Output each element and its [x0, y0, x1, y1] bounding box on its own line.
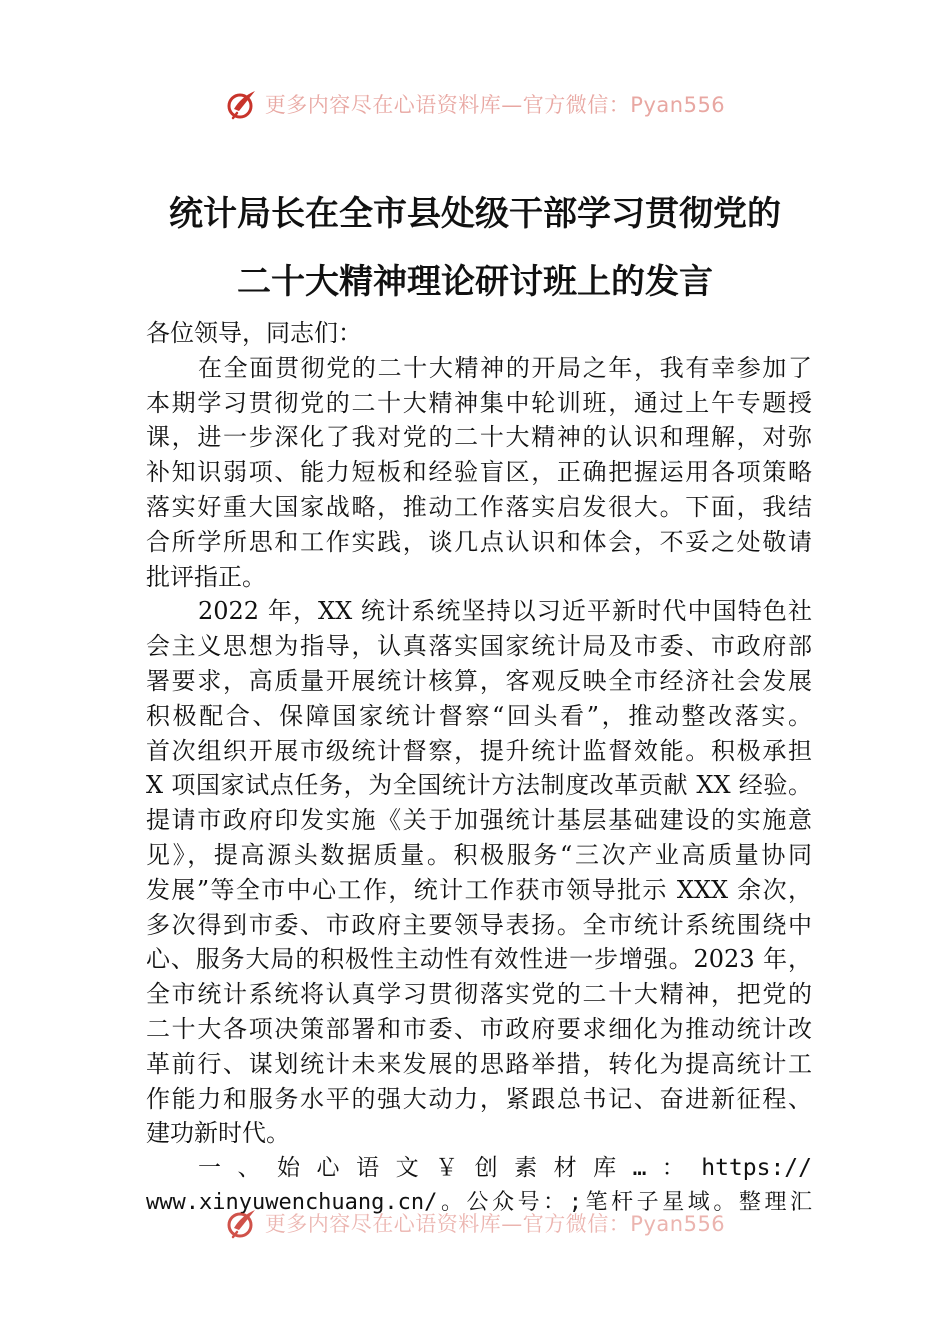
- paragraph-line: 全市统计系统将认真学习贯彻落实党的二十大精神，把党的: [146, 980, 812, 1009]
- paragraph-line: 革前行、谋划统计未来发展的思路举措，转化为提高统计工: [146, 1049, 812, 1078]
- quill-logo-icon: [225, 1206, 259, 1240]
- quill-logo-icon: [225, 87, 259, 121]
- paragraph-line: 见》，提高源头数据质量。积极服务“三次产业高质量协同: [146, 840, 812, 869]
- paragraph-line: 本期学习贯彻党的二十大精神集中轮训班，通过上午专题授: [146, 388, 812, 417]
- paragraph-line: 批评指正。: [146, 562, 266, 591]
- document-title-line-2: 二十大精神理论研讨班上的发言: [237, 262, 713, 302]
- section-heading-line: 一 、 始 心 语 文 ￥ 创 素 材 库 … ： https://: [198, 1155, 812, 1182]
- paragraph-line: 在全面贯彻党的二十大精神的开局之年，我有幸参加了: [198, 353, 812, 382]
- paragraph-line: 署要求，高质量开展统计核算，客观反映全市经济社会发展: [146, 666, 812, 695]
- paragraph-line: 首次组织开展市级统计督察，提升统计监督效能。积极承担: [146, 736, 812, 765]
- salutation: 各位领导，同志们：: [146, 319, 362, 347]
- watermark-header: [0, 84, 950, 124]
- paragraph-line: 二十大各项决策部署和市委、市政府要求细化为推动统计改: [146, 1014, 812, 1043]
- document-body: [146, 316, 812, 1221]
- watermark-text: 更多内容尽在心语资料库—官方微信：Pyan556: [264, 1212, 726, 1236]
- paragraph-line: 2022 年，XX 统计系统坚持以习近平新时代中国特色社: [198, 597, 812, 626]
- paragraph-line: 课，进一步深化了我对党的二十大精神的认识和理解，对弥: [146, 423, 812, 452]
- paragraph-line: 多次得到市委、市政府主要领导表扬。全市统计系统围绕中: [146, 910, 812, 939]
- watermark-text: 更多内容尽在心语资料库—官方微信：Pyan556: [264, 93, 726, 117]
- paragraph-line: 落实好重大国家战略，推动工作落实启发很大。下面，我结: [146, 492, 812, 521]
- paragraph-line: www.xinyuwenchuang.cn/。公众号：;笔杆子星域。整理汇: [146, 1189, 812, 1215]
- watermark-footer: [0, 1205, 950, 1241]
- paragraph-line: 发展”等全市中心工作，统计工作获市领导批示 XXX 余次，: [146, 875, 812, 904]
- paragraph-line: 作能力和服务水平的强大动力，紧跟总书记、奋进新征程、: [146, 1084, 812, 1113]
- paragraph-line: 积极配合、保障国家统计督察“回头看”，推动整改落实。: [146, 701, 812, 730]
- paragraph-line: 建功新时代。: [146, 1119, 290, 1148]
- paragraph-line: 合所学所思和工作实践，谈几点认识和体会，不妥之处敬请: [146, 527, 812, 556]
- paragraph-line: 会主义思想为指导，认真落实国家统计局及市委、市政府部: [146, 632, 812, 661]
- paragraph-line: 提请市政府印发实施《关于加强统计基层基础建设的实施意: [146, 806, 812, 835]
- paragraph-line: 补知识弱项、能力短板和经验盲区，正确把握运用各项策略: [146, 458, 812, 487]
- document-title-line-1: 统计局长在全市县处级干部学习贯彻党的: [169, 194, 781, 234]
- paragraph-line: 心、服务大局的积极性主动性有效性进一步增强。2023 年，: [146, 945, 812, 974]
- paragraph-line: X 项国家试点任务，为全国统计方法制度改革贡献 XX 经验。: [146, 771, 812, 800]
